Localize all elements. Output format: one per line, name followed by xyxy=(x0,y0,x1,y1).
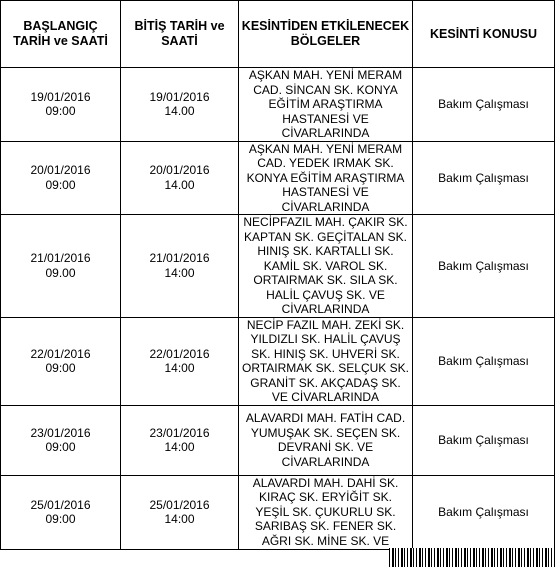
table-row xyxy=(1,215,555,318)
subject-text: Bakım Çalışması xyxy=(438,258,529,273)
end-date: 21/01/2016 xyxy=(149,251,210,266)
start-date: 22/01/2016 xyxy=(30,346,91,361)
start-time: 09:00 xyxy=(45,177,76,192)
start-date: 23/01/2016 xyxy=(30,425,91,440)
cell-end xyxy=(121,141,239,215)
cell-regions xyxy=(239,405,413,475)
start-time: 09:00 xyxy=(45,104,76,119)
start-time: 09:00 xyxy=(45,361,76,375)
cell-subject xyxy=(413,141,555,215)
start-time: 09:00 xyxy=(45,512,76,526)
subject-text: Bakım Çalışması xyxy=(438,504,529,519)
header-subject: KESİNTİ KONUSU xyxy=(413,1,555,68)
cell-start xyxy=(1,215,121,318)
subject-text: Bakım Çalışması xyxy=(438,170,529,185)
barcode xyxy=(389,548,555,567)
start-date: 25/01/2016 xyxy=(30,497,91,512)
cell-regions xyxy=(239,215,413,318)
table-row xyxy=(1,475,555,549)
table-row xyxy=(1,68,555,142)
cell-end xyxy=(121,475,239,549)
start-date: 19/01/2016 xyxy=(30,89,91,104)
cell-subject xyxy=(413,215,555,318)
end-time: 14.00 xyxy=(164,104,195,119)
start-date: 21/01/2016 xyxy=(30,251,91,266)
end-time: 14:00 xyxy=(164,440,195,454)
cell-subject xyxy=(413,317,555,405)
regions-text: NECİPFAZIL MAH. ÇAKIR SK. KAPTAN SK. GEÇİTALAN SK. HINIŞ SK. KARTALLI SK. KAMİL SK. VAROL SK. ORTAIRMAK SK. SILA SK. HALİL ÇAVUŞ SK. VE CİVARLARINDA xyxy=(243,215,408,316)
cell-regions xyxy=(239,68,413,142)
subject-text: Bakım Çalışması xyxy=(438,97,529,111)
end-date: 23/01/2016 xyxy=(149,425,210,440)
header-row xyxy=(1,1,555,68)
end-time: 14:00 xyxy=(164,361,195,375)
end-date: 20/01/2016 xyxy=(149,163,210,178)
cell-end xyxy=(121,317,239,405)
cell-end xyxy=(121,68,239,142)
regions-text: ALAVARDI MAH. DAHİ SK. KIRAÇ SK. ERYİĞİT SK. YEŞİL SK. ÇUKURLU SK. SARIBAŞ SK. FENER SK. AĞRI SK. MİNE SK. VE xyxy=(252,475,399,548)
regions-text: AŞKAN MAH. YENİ MERAM CAD. YEDEK IRMAK SK. KONYA EĞİTİM ARAŞTIRMA HASTANESİ VE CİVARLARINDA xyxy=(246,141,405,214)
subject-text: Bakım Çalışması xyxy=(438,353,529,368)
table-row xyxy=(1,317,555,405)
table-row xyxy=(1,141,555,215)
header-end: BİTİŞ TARİH ve SAATİ xyxy=(121,1,239,68)
header-regions: KESİNTİDEN ETKİLENECEK BÖLGELER xyxy=(239,1,413,68)
end-time: 14:00 xyxy=(164,265,195,280)
cell-regions xyxy=(239,475,413,549)
start-time: 09:00 xyxy=(45,440,76,454)
cell-start xyxy=(1,317,121,405)
end-date: 22/01/2016 xyxy=(149,346,210,361)
start-time: 09.00 xyxy=(45,265,76,280)
cell-start xyxy=(1,405,121,475)
end-time: 14:00 xyxy=(164,512,195,526)
end-date: 25/01/2016 xyxy=(149,497,210,512)
cell-regions xyxy=(239,317,413,405)
end-time: 14.00 xyxy=(164,177,195,192)
end-date: 19/01/2016 xyxy=(149,89,210,104)
regions-text: ALAVARDI MAH. FATİH CAD. YUMUŞAK SK. SEÇEN SK. DEVRANİ SK. VE CİVARLARINDA xyxy=(245,411,406,469)
cell-end xyxy=(121,215,239,318)
cell-start xyxy=(1,68,121,142)
subject-text: Bakım Çalışması xyxy=(438,432,529,447)
cell-start xyxy=(1,475,121,549)
start-date: 20/01/2016 xyxy=(30,163,91,178)
cell-subject xyxy=(413,405,555,475)
cell-regions xyxy=(239,141,413,215)
cell-subject xyxy=(413,475,555,549)
table-row xyxy=(1,405,555,475)
regions-text: AŞKAN MAH. YENİ MERAM CAD. SİNCAN SK. KONYA EĞİTİM ARAŞTIRMA HASTANESİ VE CİVARLARINDA xyxy=(248,68,403,140)
cell-start xyxy=(1,141,121,215)
cell-end xyxy=(121,405,239,475)
cell-subject xyxy=(413,68,555,142)
regions-text: NECİP FAZIL MAH. ZEKİ SK. YILDIZLI SK. HALİL ÇAVUŞ SK. HINIŞ SK. UHVERİ SK. ORTAIRMAK SK. SELÇUK SK. GRANİT SK. AKÇADAŞ SK. VE CİVARLARINDA xyxy=(242,317,409,404)
header-start: BAŞLANGIÇ TARİH ve SAATİ xyxy=(1,1,121,68)
